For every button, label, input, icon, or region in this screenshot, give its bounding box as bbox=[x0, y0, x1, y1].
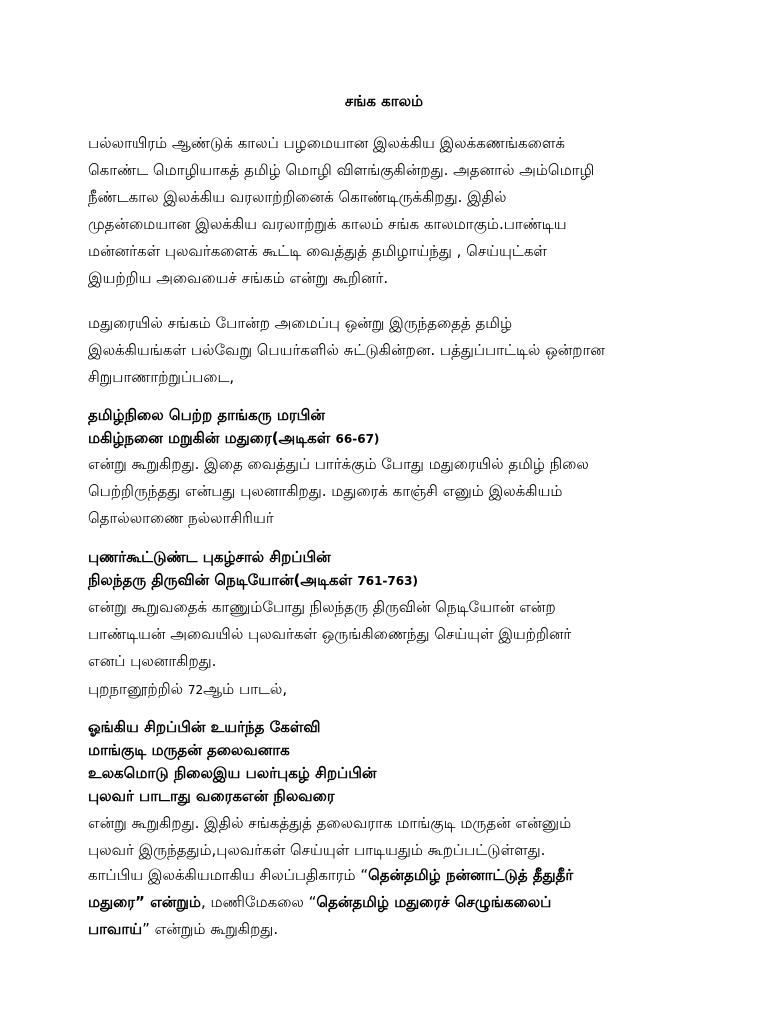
text-line bbox=[88, 862, 688, 889]
text-line: என்று கூறுகிறது. இதை வைத்துப் பார்க்கும் போது மதுரையில் தமிழ் நிலை bbox=[88, 455, 589, 473]
quoted-phrase: மதுரை” என்றும் bbox=[88, 893, 201, 911]
text-line: சிறுபாணாற்றுப்படை, bbox=[88, 368, 235, 386]
text-line: மதுரையில் சங்கம் போன்ற அமைப்பு ஒன்று இருந்ததைத் தமிழ் bbox=[88, 314, 513, 332]
text-line: கொண்ட மொழியாகத் தமிழ் மொழி விளங்குகின்றது. அதனால் அம்மொழி bbox=[88, 161, 595, 179]
quote-maduraikanchi bbox=[88, 546, 688, 592]
text-line: பல்லாயிரம் ஆண்டுக் காலப் பழமையான இலக்கிய இலக்கணங்களைக் bbox=[88, 134, 565, 152]
text-line: முதன்மையான இலக்கிய வரலாற்றுக் காலம் சங்க காலமாகும்.பாண்டிய bbox=[88, 215, 567, 233]
text-line bbox=[88, 889, 688, 916]
paragraph-intro bbox=[88, 130, 688, 292]
verse-line: தமிழ்நிலை பெற்ற தாங்கரு மரபின் bbox=[88, 406, 325, 424]
verse-line bbox=[88, 569, 688, 592]
paragraph-explanation-3 bbox=[88, 810, 688, 864]
text-line: என்று கூறுகிறது. இதில் சங்கத்துத் தலைவராக மாங்குடி மருதன் என்னும் bbox=[88, 814, 572, 832]
text-line: என்று கூறுவதைக் காணும்போது நிலந்தரு திருவின் நெடியோன் என்ற bbox=[88, 598, 556, 616]
paragraph-epics bbox=[88, 862, 688, 943]
verse-line: புலவர் பாடாது வரைகஎன் நிலவரை bbox=[88, 787, 335, 805]
text-line: இலக்கியங்கள் பல்வேறு பெயர்களில் சுட்டுகின்றன. பத்துப்பாட்டில் ஒன்றான bbox=[88, 341, 605, 359]
text-segment: ஆம் பாடல், bbox=[203, 680, 288, 698]
text-line bbox=[88, 916, 688, 943]
text-line: பாண்டியன் அவையில் புலவர்கள் ஒருங்கிணைந்து செய்யுள் இயற்றினர் bbox=[88, 625, 572, 643]
paragraph-explanation-1 bbox=[88, 451, 688, 532]
text-line: இயற்றிய அவையைச் சங்கம் என்று கூறினர். bbox=[88, 269, 389, 287]
quoted-phrase: தென்தமிழ் நன்னாட்டுத் தீதுதீர் bbox=[368, 866, 574, 884]
verse-reference: 761-763) bbox=[357, 574, 418, 588]
text-line: மன்னர்கள் புலவர்களைக் கூட்டி வைத்துத் தமிழாய்ந்து , செய்யுட்கள் bbox=[88, 242, 547, 260]
page-title: சங்க காலம் bbox=[344, 92, 424, 110]
verse-line: ஓங்கிய சிறப்பின் உயர்ந்த கேள்வி bbox=[88, 718, 321, 736]
text-line: புலவர் இருந்ததும்,புலவர்கள் செய்யுள் பாடியதும் கூறப்பட்டுள்ளது. bbox=[88, 841, 546, 859]
verse-text: மகிழ்நனை மறுகின் மதுரை(அடிகள் bbox=[88, 429, 331, 447]
quoted-phrase: பாவாய் bbox=[88, 920, 143, 938]
text-segment: காப்பிய இலக்கியமாகிய சிலப்பதிகாரம் “ bbox=[88, 866, 369, 884]
text-line: பெற்றிருந்தது என்பது புலனாகிறது. மதுரைக் காஞ்சி எனும் இலக்கியம் bbox=[88, 482, 563, 500]
verse-text: நிலந்தரு திருவின் நெடியோன்(அடிகள் bbox=[88, 571, 353, 589]
text-line: நீண்டகால இலக்கிய வரலாற்றினைக் கொண்டிருக்கிறது. இதில் bbox=[88, 188, 507, 206]
verse-line: உலகமொடு நிலைஇய பலர்புகழ் சிறப்பின் bbox=[88, 764, 377, 782]
paragraph-purananuru bbox=[88, 676, 688, 703]
quote-sirupanarruppadai bbox=[88, 404, 688, 450]
text-segment: புறநானூற்றில் bbox=[88, 680, 184, 698]
text-line: தொல்லாணை நல்லாசிரியர் bbox=[88, 509, 274, 527]
verse-reference: 66-67) bbox=[335, 432, 380, 446]
poem-number: 72 bbox=[187, 683, 204, 697]
verse-line bbox=[88, 427, 688, 450]
paragraph-madurai bbox=[88, 310, 688, 391]
quote-purananuru bbox=[88, 716, 688, 808]
text-line: எனப் புலனாகிறது. bbox=[88, 652, 217, 670]
paragraph-explanation-2 bbox=[88, 594, 688, 675]
quoted-phrase: தென்தமிழ் மதுரைச் செழுங்கலைப் bbox=[316, 893, 552, 911]
verse-line: மாங்குடி மருதன் தலைவனாக bbox=[88, 741, 290, 759]
text-segment: , மணிமேகலை “ bbox=[200, 893, 317, 911]
text-line bbox=[88, 676, 688, 703]
verse-line: புணர்கூட்டுண்ட புகழ்சால் சிறப்பின் bbox=[88, 548, 331, 566]
text-segment: ” என்றும் கூறுகிறது. bbox=[142, 920, 279, 938]
